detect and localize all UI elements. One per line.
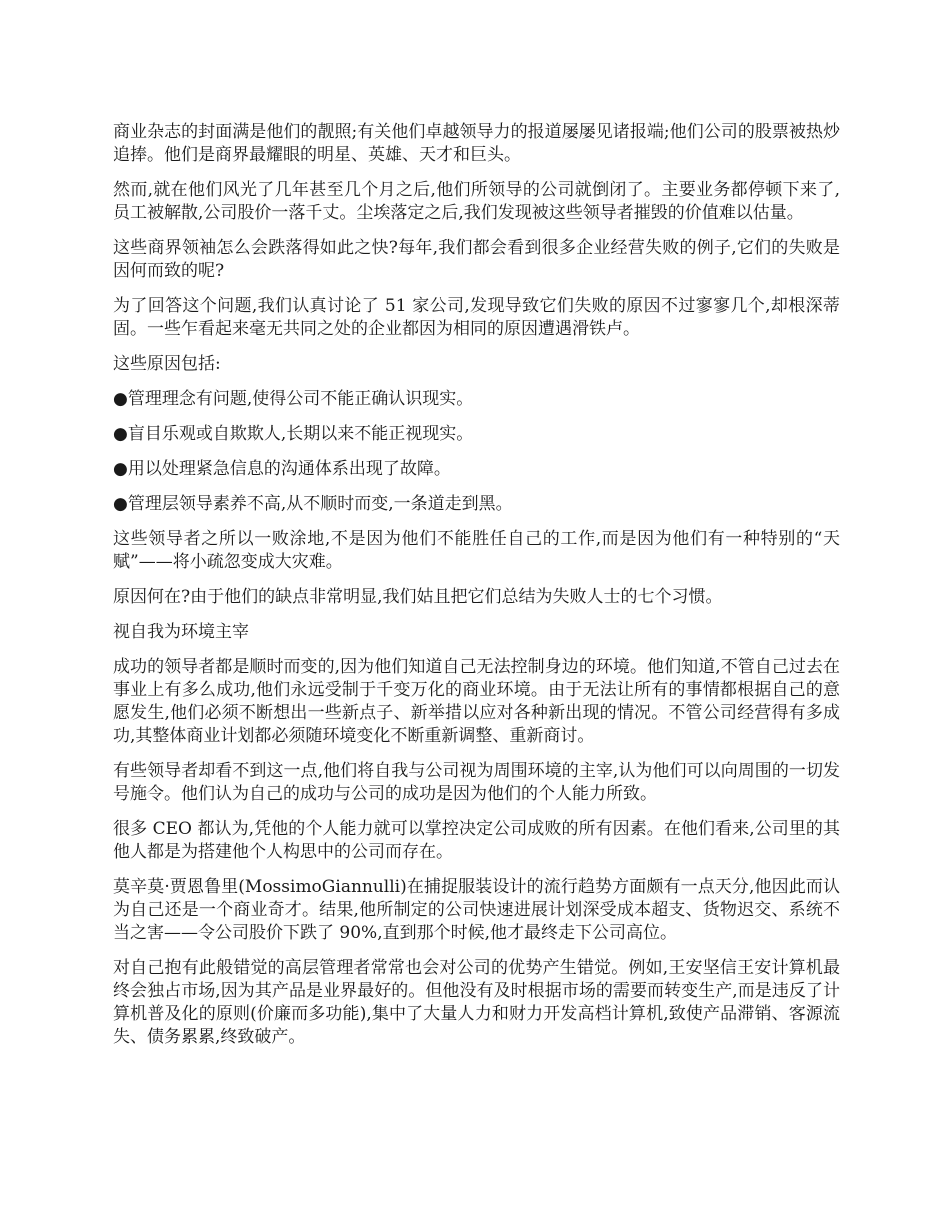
paragraph-talent: 这些领导者之所以一败涂地,不是因为他们不能胜任自己的工作,而是因为他们有一种特别的“天赋”——将小疏忽变成大灾难。 [113,529,840,572]
article-body [113,121,840,1061]
paragraph-question: 这些商界领袖怎么会跌落得如此之快?每年,我们都会看到很多企业经营失败的例子,它们的失败是因何而致的呢? [113,238,840,281]
paragraph-reasons-heading: 这些原因包括: [113,354,221,374]
paragraph-successful-leaders: 成功的领导者都是顺时而变的,因为他们知道自己无法控制身边的环境。他们知道,不管自己过去在事业上有多么成功,他们永远受制于千变万化的商业环境。由于无法让所有的事情都根据自己的意愿发生,他们必须不断想出一些新点子、新举措以应对各种新出现的情况。不管公司经营得有多成功,其整体商业计划都必须随环境变化不断重新调整、重新商讨。 [113,657,840,746]
bullet-item-3: ●用以处理紧急信息的沟通体系出现了故障。 [113,459,451,479]
paragraph-research: 为了回答这个问题,我们认真讨论了 51 家公司,发现导致它们失败的原因不过寥寥几个,却根深蒂固。一些乍看起来毫无共同之处的企业都因为相同的原因遭遇滑铁卢。 [113,296,840,339]
paragraph-wang: 对自己抱有此般错觉的高层管理者常常也会对公司的优势产生错觉。例如,王安坚信王安计算机最终会独占市场,因为其产品是业界最好的。但他没有及时根据市场的需要而转变生产,而是违反了计算机普及化的原则(价廉而多功能),集中了大量人力和财力开发高档计算机,致使产品滞销、客源流失、债务累累,终致破产。 [113,958,840,1047]
paragraph-mossimo: 莫辛莫·贾恩鲁里(MossimoGiannulli)在捕捉服装设计的流行趋势方面颇有一点天分,他因此而认为自己还是一个商业奇才。结果,他所制定的公司快速进展计划深受成本超支、货物迟交、系统不当之害——令公司股价下跌了 90%,直到那个时候,他才最终走下公司高位。 [113,877,840,943]
paragraph-ceo: 很多 CEO 都认为,凭他的个人能力就可以掌控决定公司成败的所有因素。在他们看来,公司里的其他人都是为搭建他个人构思中的公司而存在。 [113,819,840,862]
bullet-item-4: ●管理层领导素养不高,从不顺时而变,一条道走到黑。 [113,494,513,514]
paragraph-some-leaders: 有些领导者却看不到这一点,他们将自我与公司视为周围环境的主宰,认为他们可以向周围的一切发号施令。他们认为自己的成功与公司的成功是因为他们的个人能力所致。 [113,761,840,804]
paragraph-seven-habits: 原因何在?由于他们的缺点非常明显,我们姑且把它们总结为失败人士的七个习惯。 [113,587,723,607]
paragraph-company-collapse: 然而,就在他们风光了几年甚至几个月之后,他们所领导的公司就倒闭了。主要业务都停顿下来了,员工被解散,公司股价一落千丈。尘埃落定之后,我们发现被这些领导者摧毁的价值难以估量。 [113,180,840,223]
bullet-item-1: ●管理理念有问题,使得公司不能正确认识现实。 [113,389,474,409]
section-heading: 视自我为环境主宰 [113,622,249,642]
bullet-item-2: ●盲目乐观或自欺欺人,长期以来不能正视现实。 [113,424,474,444]
paragraph-intro-magazine: 商业杂志的封面满是他们的靓照;有关他们卓越领导力的报道屡屡见诸报端;他们公司的股票被热炒追捧。他们是商界最耀眼的明星、英雄、天才和巨头。 [113,122,840,165]
